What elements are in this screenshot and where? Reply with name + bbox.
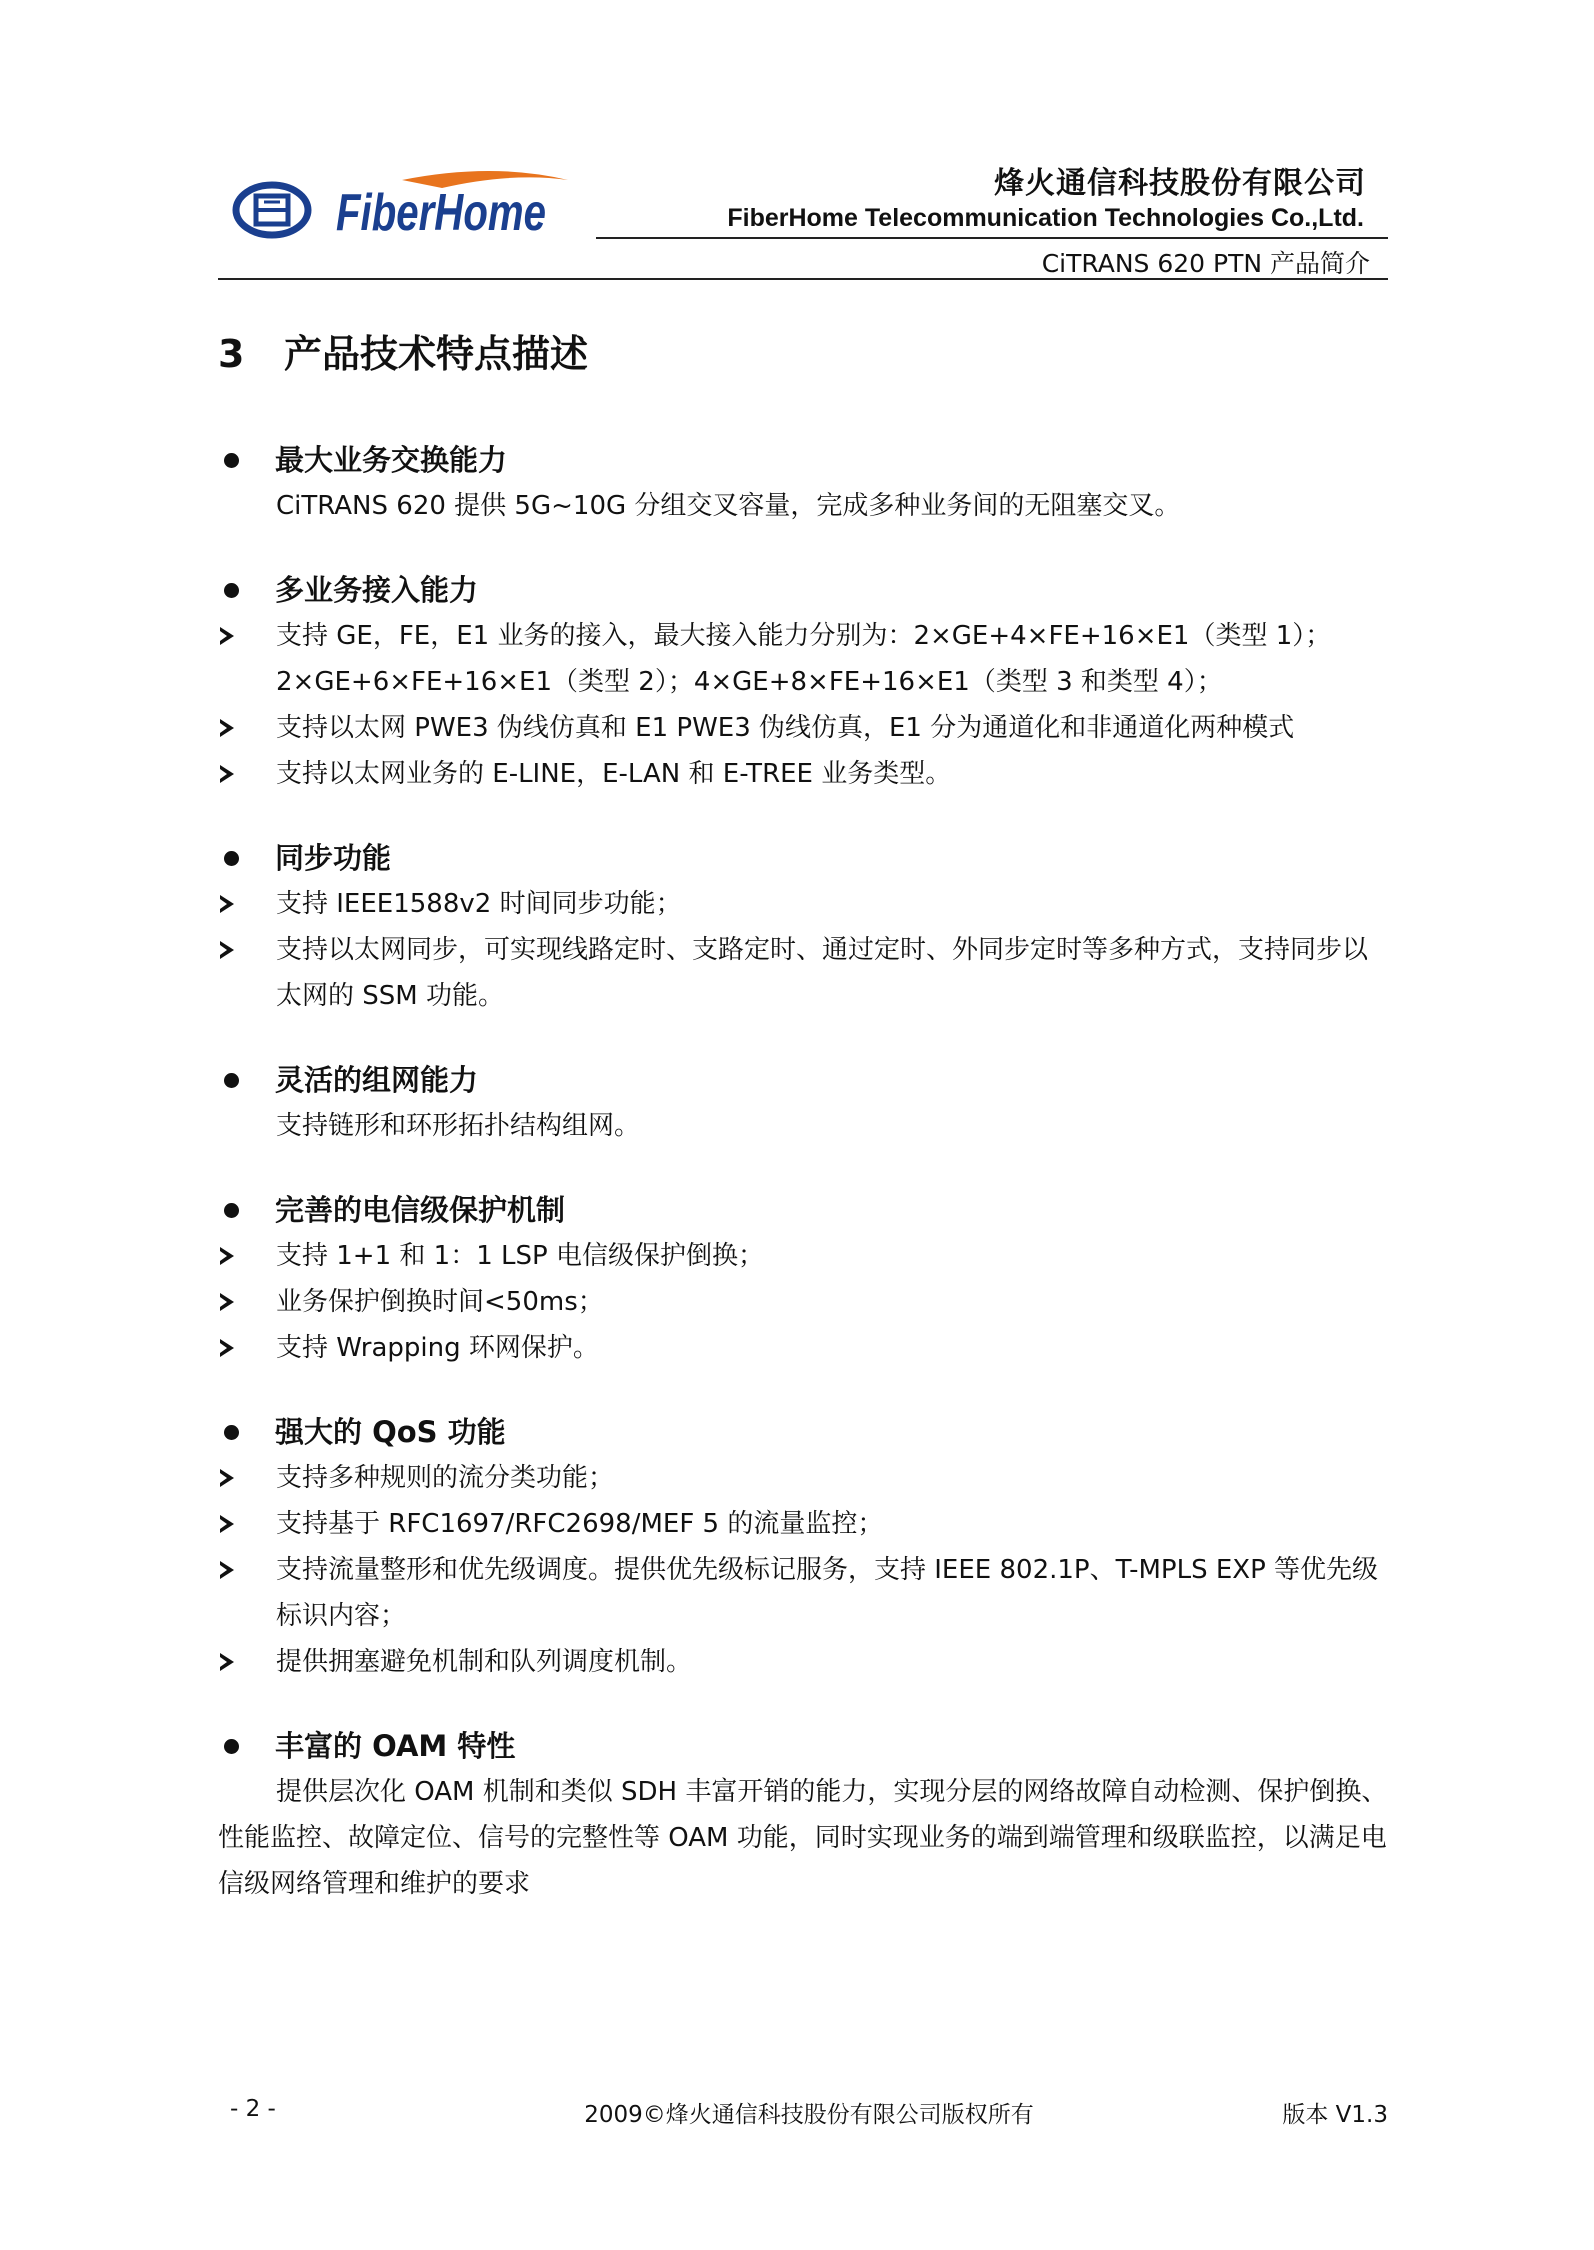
section-heading: 灵活的组网能力 <box>218 1057 1388 1103</box>
bullet-list <box>218 881 1388 1019</box>
list-item: 支持以太网业务的 E-LINE，E-LAN 和 E-TREE 业务类型。 <box>218 751 1388 797</box>
section-sync <box>218 835 1388 1019</box>
section-multiservice <box>218 567 1388 797</box>
bullet-dot-icon <box>224 1203 239 1218</box>
document-subtitle: CiTRANS 620 PTN 产品简介 <box>1041 249 1370 278</box>
page-number: - 2 - <box>230 2096 276 2122</box>
list-item: 支持多种规则的流分类功能； <box>218 1455 1388 1501</box>
bullet-list <box>218 1233 1388 1371</box>
version-label: 版本 V1.3 <box>1282 2102 1388 2128</box>
bullet-dot-icon <box>224 583 239 598</box>
list-item: 支持基于 RFC1697/RFC2698/MEF 5 的流量监控； <box>218 1501 1388 1547</box>
section-heading: 丰富的 OAM 特性 <box>218 1723 1388 1769</box>
section-heading: 多业务接入能力 <box>218 567 1388 613</box>
fiberhome-logo <box>232 158 562 258</box>
section-protection <box>218 1187 1388 1371</box>
section-oam <box>218 1723 1388 1907</box>
list-item: 支持 IEEE1588v2 时间同步功能； <box>218 881 1388 927</box>
chapter-number: 3 <box>218 332 245 376</box>
section-paragraph: 提供层次化 OAM 机制和类似 SDH 丰富开销的能力，实现分层的网络故障自动检测、保护倒换、性能监控、故障定位、信号的完整性等 OAM 功能，同时实现业务的端到端管理和级联监控，以满足电信级网络管理和维护的要求 <box>218 1777 1388 1900</box>
section-heading: 完善的电信级保护机制 <box>218 1187 1388 1233</box>
list-item: 支持 Wrapping 环网保护。 <box>218 1325 1388 1371</box>
section-heading: 最大业务交换能力 <box>218 437 1388 483</box>
list-item: 提供拥塞避免机制和队列调度机制。 <box>218 1639 1388 1685</box>
list-item: 支持以太网同步，可实现线路定时、支路定时、通过定时、外同步定时等多种方式，支持同步以太网的 SSM 功能。 <box>218 927 1388 1019</box>
page-header <box>218 150 1388 280</box>
bullet-list <box>218 1455 1388 1685</box>
company-name-en: FiberHome Telecommunication Technologies Co.,Ltd. <box>727 204 1364 232</box>
main-content <box>218 330 1388 1945</box>
copyright: 2009©烽火通信科技股份有限公司版权所有 <box>584 2102 1034 2128</box>
list-item: 业务保护倒换时间<50ms； <box>218 1279 1388 1325</box>
list-item: 支持 GE，FE，E1 业务的接入，最大接入能力分别为：2×GE+4×FE+16×E1（类型 1）；2×GE+6×FE+16×E1（类型 2）；4×GE+8×FE+16×E1（类型 3 和类型 4）； <box>218 613 1388 705</box>
chapter-title: 产品技术特点描述 <box>284 332 589 376</box>
list-item: 支持 1+1 和 1：1 LSP 电信级保护倒换； <box>218 1233 1388 1279</box>
section-paragraph: 支持链形和环形拓扑结构组网。 <box>276 1111 641 1142</box>
bullet-dot-icon <box>224 851 239 866</box>
section-networking <box>218 1057 1388 1149</box>
logo-wordmark: FiberHome <box>336 184 546 242</box>
bullet-dot-icon <box>224 1739 239 1754</box>
section-heading: 强大的 QoS 功能 <box>218 1409 1388 1455</box>
bullet-dot-icon <box>224 453 239 468</box>
section-switching <box>218 437 1388 529</box>
header-rule-long <box>218 278 1388 280</box>
section-qos <box>218 1409 1388 1685</box>
bullet-list <box>218 613 1388 797</box>
bullet-dot-icon <box>224 1073 239 1088</box>
chapter-heading <box>218 330 1388 379</box>
section-paragraph: CiTRANS 620 提供 5G~10G 分组交叉容量，完成多种业务间的无阻塞交叉。 <box>276 491 1181 522</box>
company-name-cn: 烽火通信科技股份有限公司 <box>994 166 1366 201</box>
bullet-dot-icon <box>224 1425 239 1440</box>
header-rule-short <box>596 237 1388 239</box>
list-item: 支持流量整形和优先级调度。提供优先级标记服务，支持 IEEE 802.1P、T-MPLS EXP 等优先级标识内容； <box>218 1547 1388 1639</box>
list-item: 支持以太网 PWE3 伪线仿真和 E1 PWE3 伪线仿真，E1 分为通道化和非通道化两种模式 <box>218 705 1388 751</box>
section-heading: 同步功能 <box>218 835 1388 881</box>
